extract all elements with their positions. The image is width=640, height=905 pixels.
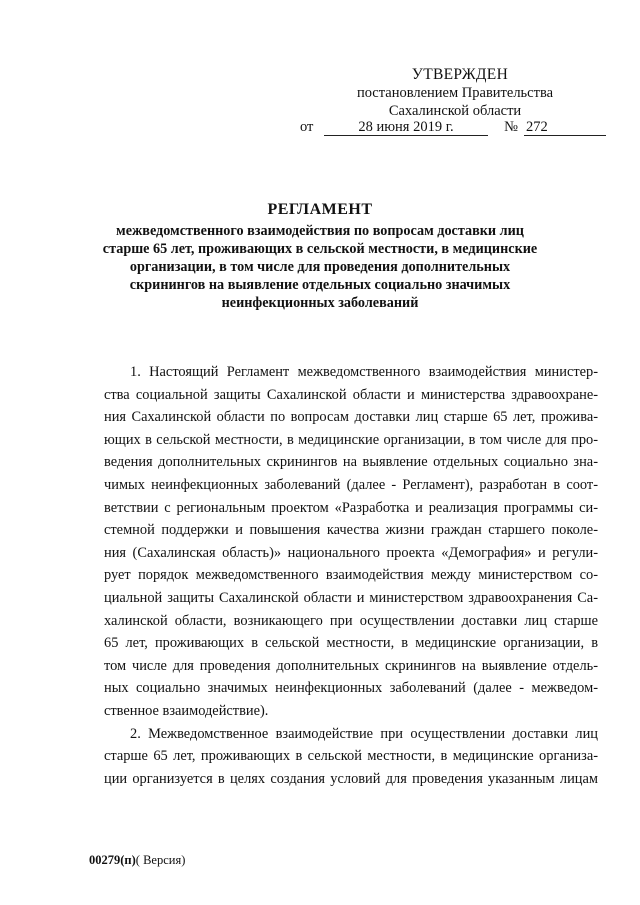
approval-line-1: постановлением Правительства <box>356 85 554 101</box>
paragraph-1-line: ющих в сельской местности, в медицинские организации, в том числе для про- <box>104 431 598 448</box>
paragraph-1-line: ния (Сахалинская область)» национального проекта «Демография» и регули- <box>104 544 598 561</box>
paragraph-1-line: ства социальной защиты Сахалинской области и министерства здравоохране- <box>104 386 598 403</box>
paragraph-1-line: том числе для проведения дополнительных скринингов на выявление отдель- <box>104 657 598 674</box>
paragraph-1-line: халинской области, возникающего при осуществлении доставки лиц старше <box>104 612 598 629</box>
approval-line-2: Сахалинской области <box>388 103 522 119</box>
number-label: № <box>504 119 518 135</box>
paragraph-2-line: ции организуется в целях создания условий для проведения указанным лицам <box>104 770 598 787</box>
paragraph-1-line: циальной защиты Сахалинской области и министерством здравоохранения Са- <box>104 589 598 606</box>
subtitle-line: неинфекционных заболеваний <box>221 295 419 311</box>
paragraph-1-line: стемной поддержки и повышения качества жизни граждан старшего поколе- <box>104 522 598 539</box>
subtitle-line: скринингов на выявление отдельных социально значимых <box>129 277 511 293</box>
approval-date: 28 июня 2019 г. <box>324 119 488 136</box>
paragraph-1-line: ведения дополнительных скринингов на выявление отдельных социально зна- <box>104 454 598 471</box>
subtitle-line: организации, в том числе для проведения дополнительных <box>129 259 511 275</box>
paragraph-1-line: 65 лет, проживающих в сельской местности, в медицинские организации, в <box>104 635 598 652</box>
paragraph-1-line: ственное взаимодействие). <box>104 702 269 719</box>
footer-code: 00279(п) <box>89 853 136 867</box>
approval-date-row <box>300 119 606 136</box>
paragraph-1-line: ния Сахалинской области по вопросам доставки лиц старше 65 лет, прожива- <box>104 409 598 426</box>
document-title: РЕГЛАМЕНТ <box>267 201 373 218</box>
paragraph-1-line: рует порядок межведомственного взаимодействия между министерством со- <box>104 567 598 584</box>
document-body <box>104 361 598 790</box>
subtitle-line: межведомственного взаимодействия по вопросам доставки лиц <box>116 223 524 239</box>
paragraph-1-line: ных социально значимых неинфекционных заболеваний (далее - межведом- <box>104 680 598 697</box>
footer-version-label: ( Версия) <box>135 853 186 867</box>
paragraph-1-line: 1. Настоящий Регламент межведомственного взаимодействия министер- <box>130 364 598 380</box>
approval-stamp <box>300 66 610 120</box>
paragraph-1-line: ветствии с региональным проектом «Разработка и реализация программы си- <box>104 499 598 516</box>
subtitle-line: старше 65 лет, проживающих в сельской местности, в медицинские <box>102 241 538 257</box>
approval-number: 272 <box>524 119 606 136</box>
approval-title: УТВЕРЖДЕН <box>411 66 509 83</box>
document-subtitle <box>90 222 550 312</box>
footer-version <box>89 853 185 868</box>
paragraph-1-line: чимых неинфекционных заболеваний (далее - Регламент), разработан в соот- <box>104 476 598 493</box>
paragraph-2-line: старше 65 лет, проживающих в сельской местности, в медицинские организа- <box>104 748 598 765</box>
paragraph-2-line: 2. Межведомственное взаимодействие при осуществлении доставки лиц <box>130 725 598 742</box>
ot-label: от <box>300 119 314 135</box>
